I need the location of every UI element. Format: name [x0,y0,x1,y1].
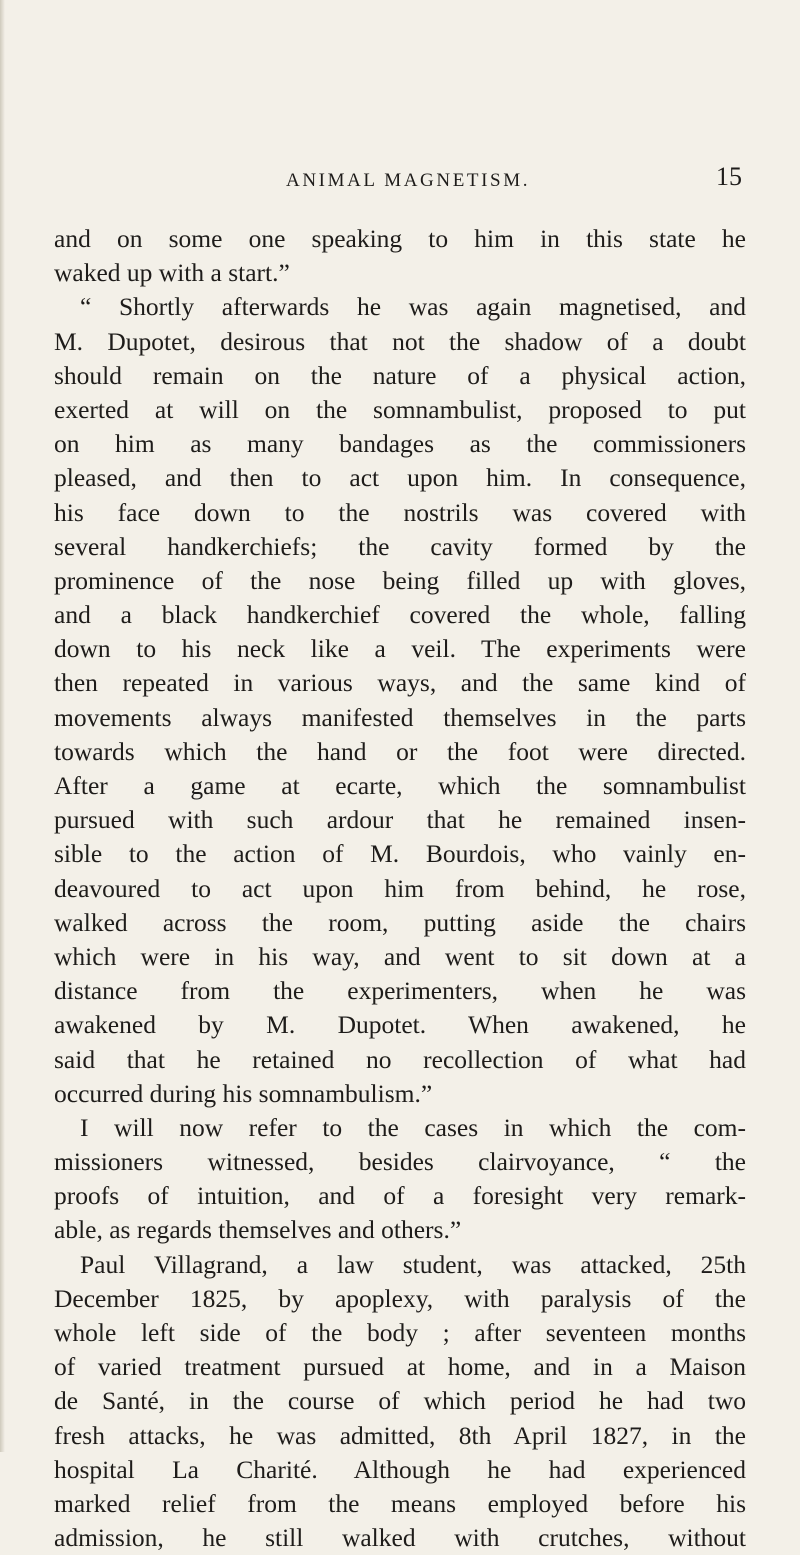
text-line: and on some one speaking to him in this state he [54,224,746,253]
text-line: proofs of intuition, and of a foresight very remark- [54,1181,746,1211]
text-line: hospital La Charité. Although he had experienced [54,1454,746,1484]
text-line: fresh attacks, he was admitted, 8th April 1827, in the [54,1420,746,1450]
text-line: walked across the room, putting aside the chairs [54,907,746,937]
text-line: prominence of the nose being filled up with gloves, [54,565,746,595]
text-line: his face down to the nostrils was covered with [54,497,746,527]
text-line: December 1825, by apoplexy, with paralysis of the [54,1283,746,1313]
text-line: awakened by M. Dupotet. When awakened, he [54,1010,746,1040]
text-line: towards which the hand or the foot were directed. [54,736,746,766]
text-line: exerted at will on the somnambulist, proposed to put [54,394,746,424]
text-line: deavoured to act upon him from behind, he rose, [54,873,746,903]
text-line: I will now refer to the cases in which the com- [80,1112,746,1142]
body-text [54,222,746,1555]
text-line: missioners witnessed, besides clairvoyance, “ the [54,1147,746,1177]
text-line: Paul Villagrand, a law student, was attacked, 25th [80,1249,746,1279]
text-line: and a black handkerchief covered the whole, falling [54,600,746,630]
text-line: occurred during his somnambulism.” [54,1078,433,1108]
page-edge-shadow [0,0,5,1452]
text-line: should remain on the nature of a physical action, [54,360,746,390]
text-line: waked up with a start.” [54,258,290,288]
text-line: distance from the experimenters, when he was [54,976,746,1006]
text-line: down to his neck like a veil. The experiments were [54,634,746,664]
text-line: pleased, and then to act upon him. In consequence, [54,463,746,493]
text-line: movements always manifested themselves in the parts [54,702,746,732]
text-line: M. Dupotet, desirous that not the shadow of a doubt [54,326,746,356]
text-line: pursued with such ardour that he remained insen- [54,805,746,835]
text-line: sible to the action of M. Bourdois, who vainly en- [54,839,746,869]
page-number: 15 [716,162,742,191]
text-line: admission, he still walked with crutches, without [54,1523,746,1553]
text-line: which were in his way, and went to sit down at a [54,941,746,971]
text-line: then repeated in various ways, and the same kind of [54,668,746,698]
running-title: ANIMAL MAGNETISM. [286,170,531,191]
text-line: of varied treatment pursued at home, and in a Maison [54,1352,746,1382]
text-line: able, as regards themselves and others.” [54,1215,462,1245]
text-line: After a game at ecarte, which the somnambulist [54,771,746,800]
text-line: de Santé, in the course of which period he had two [54,1386,746,1416]
text-line: said that he retained no recollection of what had [54,1044,746,1074]
text-line: on him as many bandages as the commissioners [54,429,746,459]
text-line: “ Shortly afterwards he was again magnetised, and [80,292,746,322]
text-line: marked relief from the means employed before his [54,1488,746,1518]
text-line: whole left side of the body ; after seventeen months [54,1318,746,1347]
running-head [0,162,800,194]
text-line: several handkerchiefs; the cavity formed by the [54,531,746,561]
